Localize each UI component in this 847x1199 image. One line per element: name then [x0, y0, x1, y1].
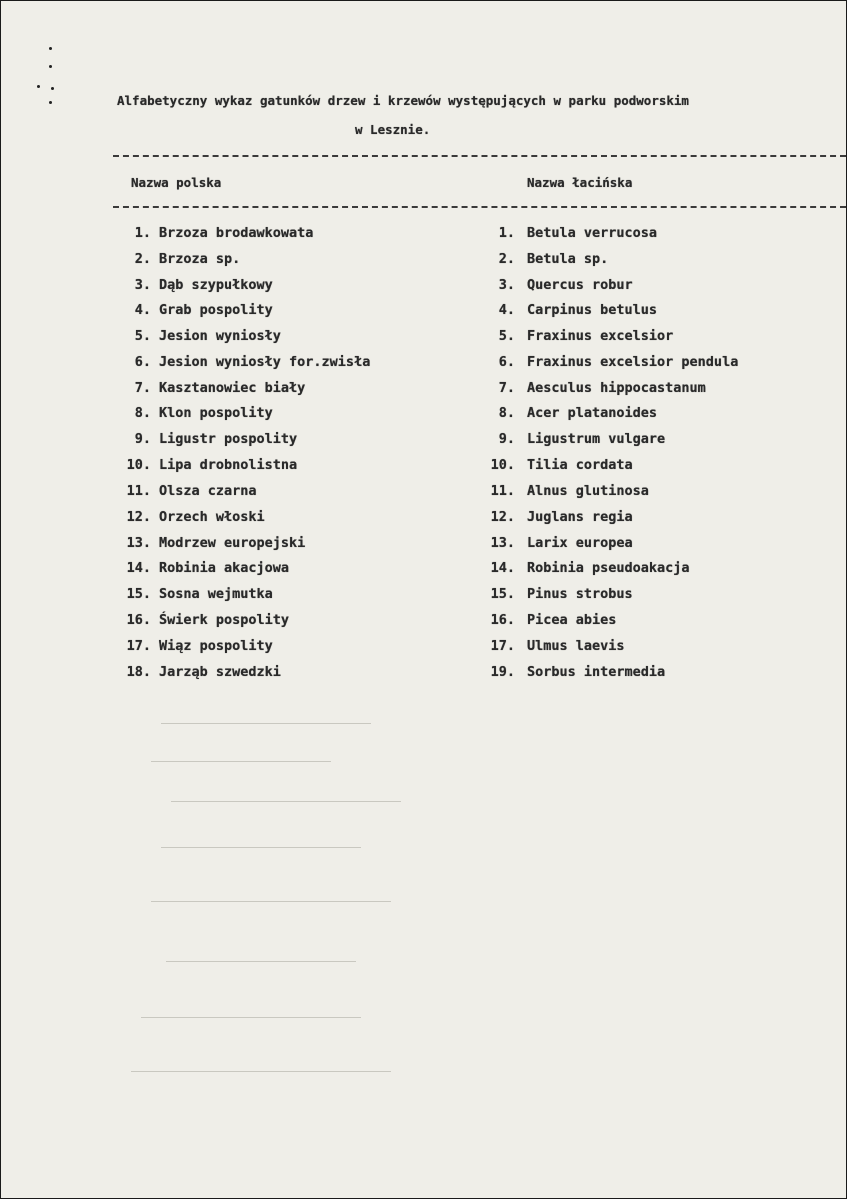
document-title-line-1: Alfabetyczny wykaz gatunków drzew i krzewów występujących w parku podworskim — [117, 93, 689, 108]
latin-index: 7. — [498, 380, 515, 396]
latin-index: 13. — [490, 535, 515, 551]
latin-name: Larix europea — [527, 535, 633, 551]
latin-index: 15. — [490, 586, 515, 602]
polish-name: Wiąz pospolity — [159, 638, 273, 654]
latin-name: Fraxinus excelsior pendula — [527, 354, 739, 370]
latin-name: Tilia cordata — [527, 457, 633, 473]
latin-index: 1. — [498, 225, 515, 241]
species-row — [1, 354, 846, 376]
species-row — [1, 612, 846, 634]
latin-index: 19. — [490, 664, 515, 680]
polish-name: Lipa drobnolistna — [159, 457, 298, 473]
polish-index: 15. — [126, 586, 151, 602]
latin-name: Acer platanoides — [527, 405, 658, 421]
polish-index: 13. — [126, 535, 151, 551]
polish-name: Sosna wejmutka — [159, 586, 273, 602]
polish-name: Klon pospolity — [159, 405, 273, 421]
margin-mark — [37, 85, 40, 88]
latin-index: 10. — [490, 457, 515, 473]
latin-index: 6. — [498, 354, 515, 370]
latin-name: Robinia pseudoakacja — [527, 560, 690, 576]
margin-mark — [49, 47, 52, 50]
species-row — [1, 302, 846, 324]
margin-mark — [49, 101, 52, 104]
margin-mark — [49, 65, 52, 68]
polish-name: Brzoza sp. — [159, 251, 241, 267]
species-row — [1, 328, 846, 350]
latin-name: Ligustrum vulgare — [527, 431, 666, 447]
latin-index: 8. — [498, 405, 515, 421]
polish-index: 4. — [134, 302, 151, 318]
species-row — [1, 638, 846, 660]
species-row — [1, 535, 846, 557]
latin-index: 16. — [490, 612, 515, 628]
latin-name: Picea abies — [527, 612, 617, 628]
polish-index: 5. — [134, 328, 151, 344]
latin-name: Sorbus intermedia — [527, 664, 666, 680]
polish-index: 14. — [126, 560, 151, 576]
latin-index: 12. — [490, 509, 515, 525]
header-bottom-divider — [113, 206, 846, 208]
polish-name: Grab pospolity — [159, 302, 273, 318]
latin-index: 14. — [490, 560, 515, 576]
latin-index: 2. — [498, 251, 515, 267]
polish-name: Orzech włoski — [159, 509, 265, 525]
polish-name: Kasztanowiec biały — [159, 380, 306, 396]
species-row — [1, 560, 846, 582]
latin-name: Quercus robur — [527, 277, 633, 293]
document-title-line-2: w Lesznie. — [355, 122, 431, 137]
latin-index: 9. — [498, 431, 515, 447]
polish-name: Brzoza brodawkowata — [159, 225, 314, 241]
species-row — [1, 251, 846, 273]
species-row — [1, 225, 846, 247]
latin-name: Betula sp. — [527, 251, 609, 267]
polish-index: 2. — [134, 251, 151, 267]
column-header-latin-name: Nazwa łacińska — [527, 175, 633, 190]
latin-name: Ulmus laevis — [527, 638, 625, 654]
species-row — [1, 457, 846, 479]
latin-name: Pinus strobus — [527, 586, 633, 602]
species-row — [1, 277, 846, 299]
latin-index: 3. — [498, 277, 515, 293]
polish-name: Olsza czarna — [159, 483, 257, 499]
latin-index: 17. — [490, 638, 515, 654]
species-row — [1, 405, 846, 427]
polish-index: 11. — [126, 483, 151, 499]
polish-name: Jesion wyniosły for.zwisła — [159, 354, 371, 370]
polish-index: 6. — [134, 354, 151, 370]
polish-index: 17. — [126, 638, 151, 654]
polish-name: Robinia akacjowa — [159, 560, 290, 576]
species-row — [1, 380, 846, 402]
polish-index: 3. — [134, 277, 151, 293]
latin-name: Aesculus hippocastanum — [527, 380, 706, 396]
header-top-divider — [113, 155, 846, 157]
polish-name: Dąb szypułkowy — [159, 277, 273, 293]
column-header-polish-name: Nazwa polska — [131, 175, 222, 190]
latin-name: Betula verrucosa — [527, 225, 658, 241]
polish-index: 16. — [126, 612, 151, 628]
latin-name: Juglans regia — [527, 509, 633, 525]
polish-index: 1. — [134, 225, 151, 241]
species-row — [1, 586, 846, 608]
polish-name: Jarząb szwedzki — [159, 664, 281, 680]
species-row — [1, 431, 846, 453]
species-row — [1, 664, 846, 686]
polish-name: Ligustr pospolity — [159, 431, 298, 447]
latin-name: Fraxinus excelsior — [527, 328, 674, 344]
latin-index: 11. — [490, 483, 515, 499]
polish-name: Świerk pospolity — [159, 612, 290, 628]
species-row — [1, 483, 846, 505]
latin-name: Alnus glutinosa — [527, 483, 649, 499]
latin-name: Carpinus betulus — [527, 302, 658, 318]
polish-index: 9. — [134, 431, 151, 447]
polish-name: Jesion wyniosły — [159, 328, 281, 344]
species-row — [1, 509, 846, 531]
polish-name: Modrzew europejski — [159, 535, 306, 551]
polish-index: 12. — [126, 509, 151, 525]
polish-index: 10. — [126, 457, 151, 473]
polish-index: 18. — [126, 664, 151, 680]
latin-index: 5. — [498, 328, 515, 344]
margin-mark — [51, 87, 54, 90]
latin-index: 4. — [498, 302, 515, 318]
polish-index: 8. — [134, 405, 151, 421]
polish-index: 7. — [134, 380, 151, 396]
